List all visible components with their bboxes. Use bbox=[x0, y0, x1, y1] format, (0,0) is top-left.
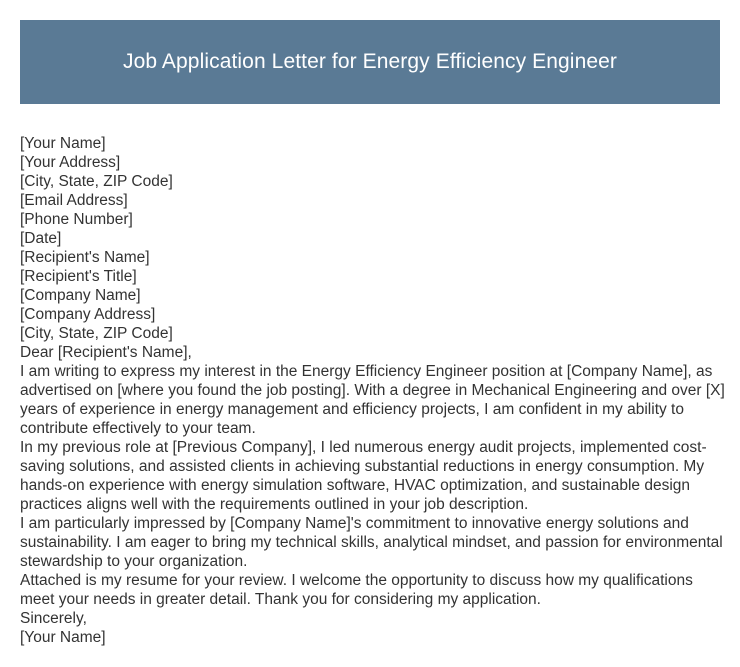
recipient-title: [Recipient's Title] bbox=[20, 268, 137, 285]
paragraph-experience: In my previous role at [Previous Company], I led numerous energy audit projects, implemented cost-saving solutions, and assisted clients in achieving substantial reductions in energy consumption. My hands-on experience with energy simulation software, HVAC optimization, and sustainable design practices aligns well with the requirements outlined in your job description. bbox=[20, 439, 707, 513]
page-title: Job Application Letter for Energy Efficiency Engineer bbox=[122, 50, 618, 73]
title-banner bbox=[20, 20, 720, 104]
company-name: [Company Name] bbox=[20, 287, 141, 304]
company-address: [Company Address] bbox=[20, 306, 156, 323]
letter-body bbox=[20, 134, 725, 647]
sender-address: [Your Address] bbox=[20, 154, 121, 171]
sender-phone: [Phone Number] bbox=[20, 211, 133, 228]
paragraph-company-interest: I am particularly impressed by [Company Name]'s commitment to innovative energy solutions and sustainability. I am eager to bring my technical skills, analytical mindset, and passion for environmental stewardship to your organization. bbox=[20, 515, 723, 570]
salutation: Dear [Recipient's Name], bbox=[20, 344, 192, 361]
recipient-name: [Recipient's Name] bbox=[20, 249, 150, 266]
sender-email: [Email Address] bbox=[20, 192, 128, 209]
paragraph-closing: Attached is my resume for your review. I welcome the opportunity to discuss how my qualifications meet your needs in greater detail. Thank you for considering my application. bbox=[20, 572, 693, 608]
closing: Sincerely, bbox=[20, 610, 87, 627]
company-city-state-zip: [City, State, ZIP Code] bbox=[20, 325, 173, 342]
letter-date: [Date] bbox=[20, 230, 62, 247]
sender-city-state-zip: [City, State, ZIP Code] bbox=[20, 173, 173, 190]
paragraph-intro: I am writing to express my interest in the Energy Efficiency Engineer position at [Company Name], as advertised on [where you found the job posting]. With a degree in Mechanical Engineering and over [X] years of experience in energy management and efficiency projects, I am confident in my ability to contribute effectively to your team. bbox=[20, 363, 725, 437]
sender-name: [Your Name] bbox=[20, 135, 106, 152]
signature: [Your Name] bbox=[20, 629, 106, 646]
